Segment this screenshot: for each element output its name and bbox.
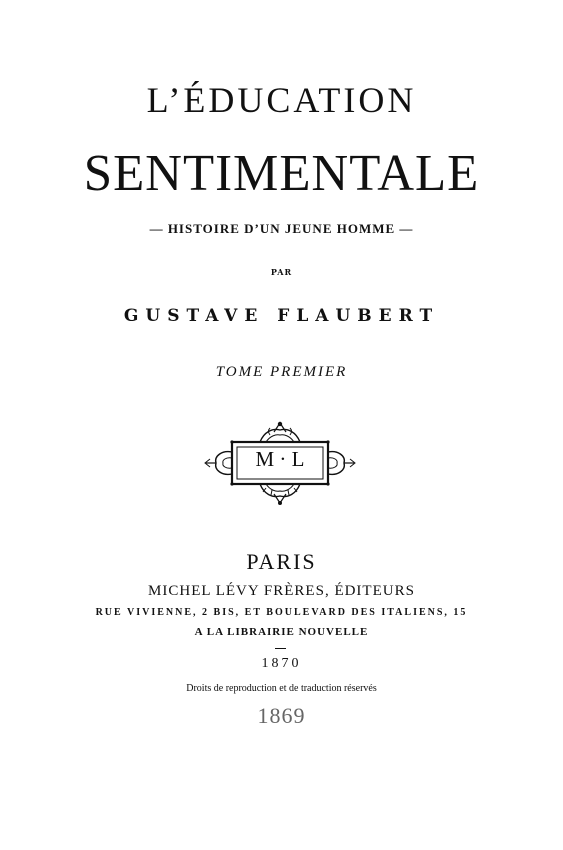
author-name: GUSTAVE FLAUBERT [123, 306, 440, 326]
imprint-address: RUE VIVIENNE, 2 BIS, ET BOULEVARD DES ITALIENS, 15 [95, 607, 468, 618]
imprint-publisher: MICHEL LÉVY FRÈRES, ÉDITEURS [148, 583, 415, 599]
colophon-monogram: M · L [255, 447, 305, 471]
subtitle: — HISTOIRE D’UN JEUNE HOMME — [149, 221, 414, 236]
publisher-colophon [200, 418, 360, 508]
volume-label: TOME PREMIER [215, 364, 348, 380]
rights-notice: Droits de reproduction et de traduction réservés [186, 683, 377, 694]
by-label: PAR [270, 267, 293, 277]
imprint-city: PARIS [246, 549, 317, 574]
imprint-bookstore: A LA LIBRAIRIE NOUVELLE [194, 626, 369, 638]
title-line-2: SENTIMENTALE [83, 145, 480, 202]
handwritten-note: 1869 [257, 703, 306, 728]
separator-rule [275, 648, 286, 649]
imprint-year: 1870 [261, 656, 302, 671]
title-line-1: L’ÉDUCATION [146, 80, 417, 120]
